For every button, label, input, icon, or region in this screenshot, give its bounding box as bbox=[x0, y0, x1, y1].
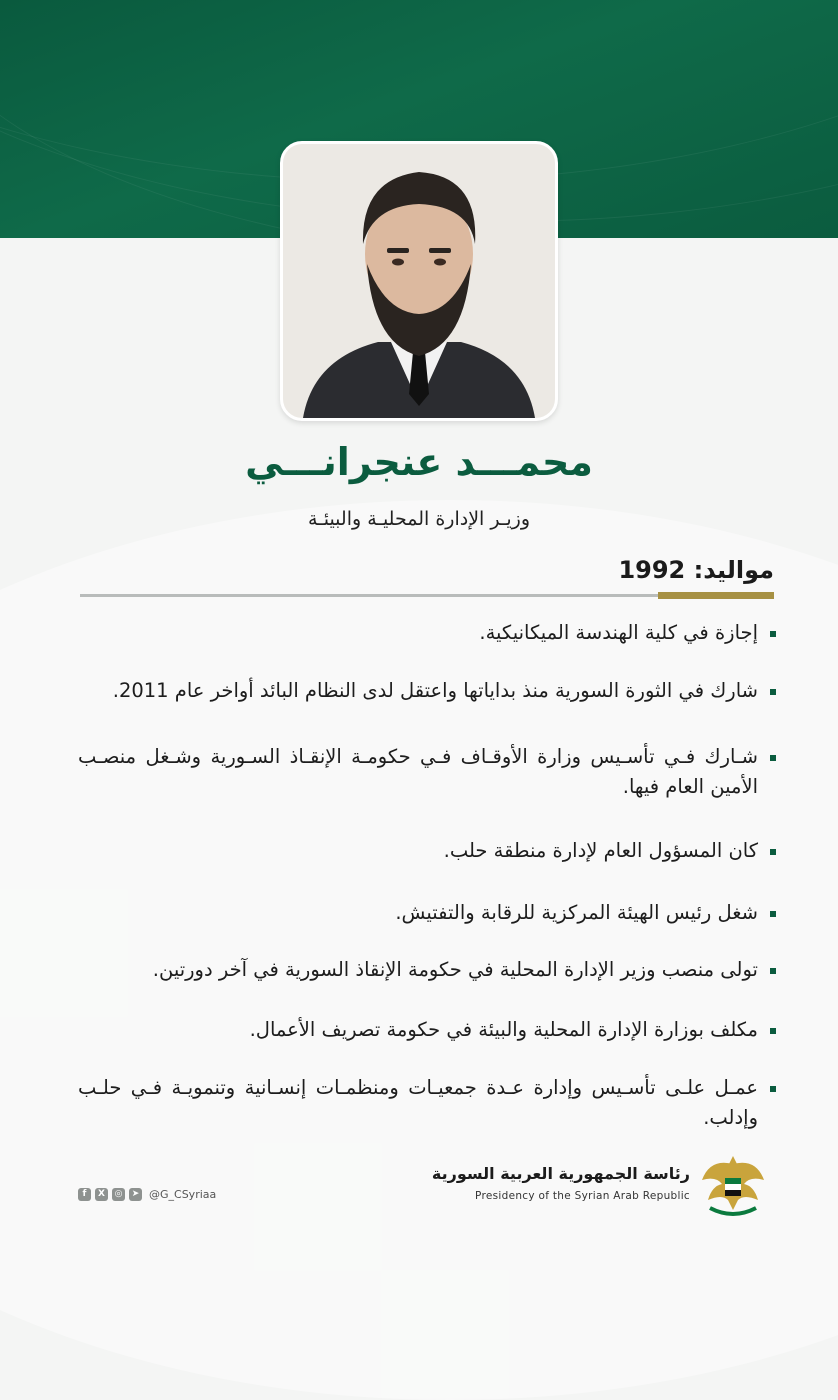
bullet-icon bbox=[770, 1086, 776, 1092]
portrait-photo bbox=[280, 141, 558, 421]
footer-org-english: Presidency of the Syrian Arab Republic bbox=[475, 1190, 690, 1202]
eagle-emblem-icon bbox=[698, 1150, 768, 1220]
facebook-icon[interactable]: f bbox=[78, 1188, 91, 1201]
bullet-icon bbox=[770, 631, 776, 637]
birth-year: مواليد: 1992 bbox=[618, 556, 774, 584]
instagram-icon[interactable]: ◎ bbox=[112, 1188, 125, 1201]
bullet-icon bbox=[770, 968, 776, 974]
list-item: عمـل علـى تأسـيس وإدارة عـدة جمعيـات ومنظمـات إنسـانية وتنمويـة فـي حلـب وإدلب. bbox=[78, 1073, 776, 1133]
list-item: إجازة في كلية الهندسة الميكانيكية. bbox=[78, 618, 776, 648]
person-name: محمـــد عنجرانـــي bbox=[245, 440, 593, 484]
bullet-icon bbox=[770, 755, 776, 761]
bio-list bbox=[78, 618, 776, 1133]
bullet-icon bbox=[770, 849, 776, 855]
social-links bbox=[78, 1188, 216, 1201]
divider-accent bbox=[658, 592, 774, 599]
list-item: شارك في الثورة السورية منذ بداياتها واعتقل لدى النظام البائد أواخر عام 2011. bbox=[78, 676, 776, 706]
social-handle: @G_CSyriaa bbox=[149, 1188, 217, 1201]
bullet-icon bbox=[770, 911, 776, 917]
footer-org-arabic: رئاسة الجمهورية العربية السورية bbox=[431, 1164, 690, 1183]
x-icon[interactable]: X bbox=[95, 1188, 108, 1201]
list-item: شـارك فـي تأسـيس وزارة الأوقـاف فـي حكومـة الإنقـاذ السـورية وشـغل منصـب الأمين العام فيها. bbox=[78, 742, 776, 802]
list-item: شغل رئيس الهيئة المركزية للرقابة والتفتيش. bbox=[78, 898, 776, 928]
bullet-icon bbox=[770, 689, 776, 695]
divider-line bbox=[80, 594, 658, 597]
bullet-icon bbox=[770, 1028, 776, 1034]
list-item: تولى منصب وزير الإدارة المحلية في حكومة الإنقاذ السورية في آخر دورتين. bbox=[78, 955, 776, 985]
list-item: كان المسؤول العام لإدارة منطقة حلب. bbox=[78, 836, 776, 866]
person-title: وزيـر الإدارة المحليـة والبيئـة bbox=[307, 508, 531, 530]
list-item: مكلف بوزارة الإدارة المحلية والبيئة في حكومة تصريف الأعمال. bbox=[78, 1015, 776, 1045]
telegram-icon[interactable]: ➤ bbox=[129, 1188, 142, 1201]
